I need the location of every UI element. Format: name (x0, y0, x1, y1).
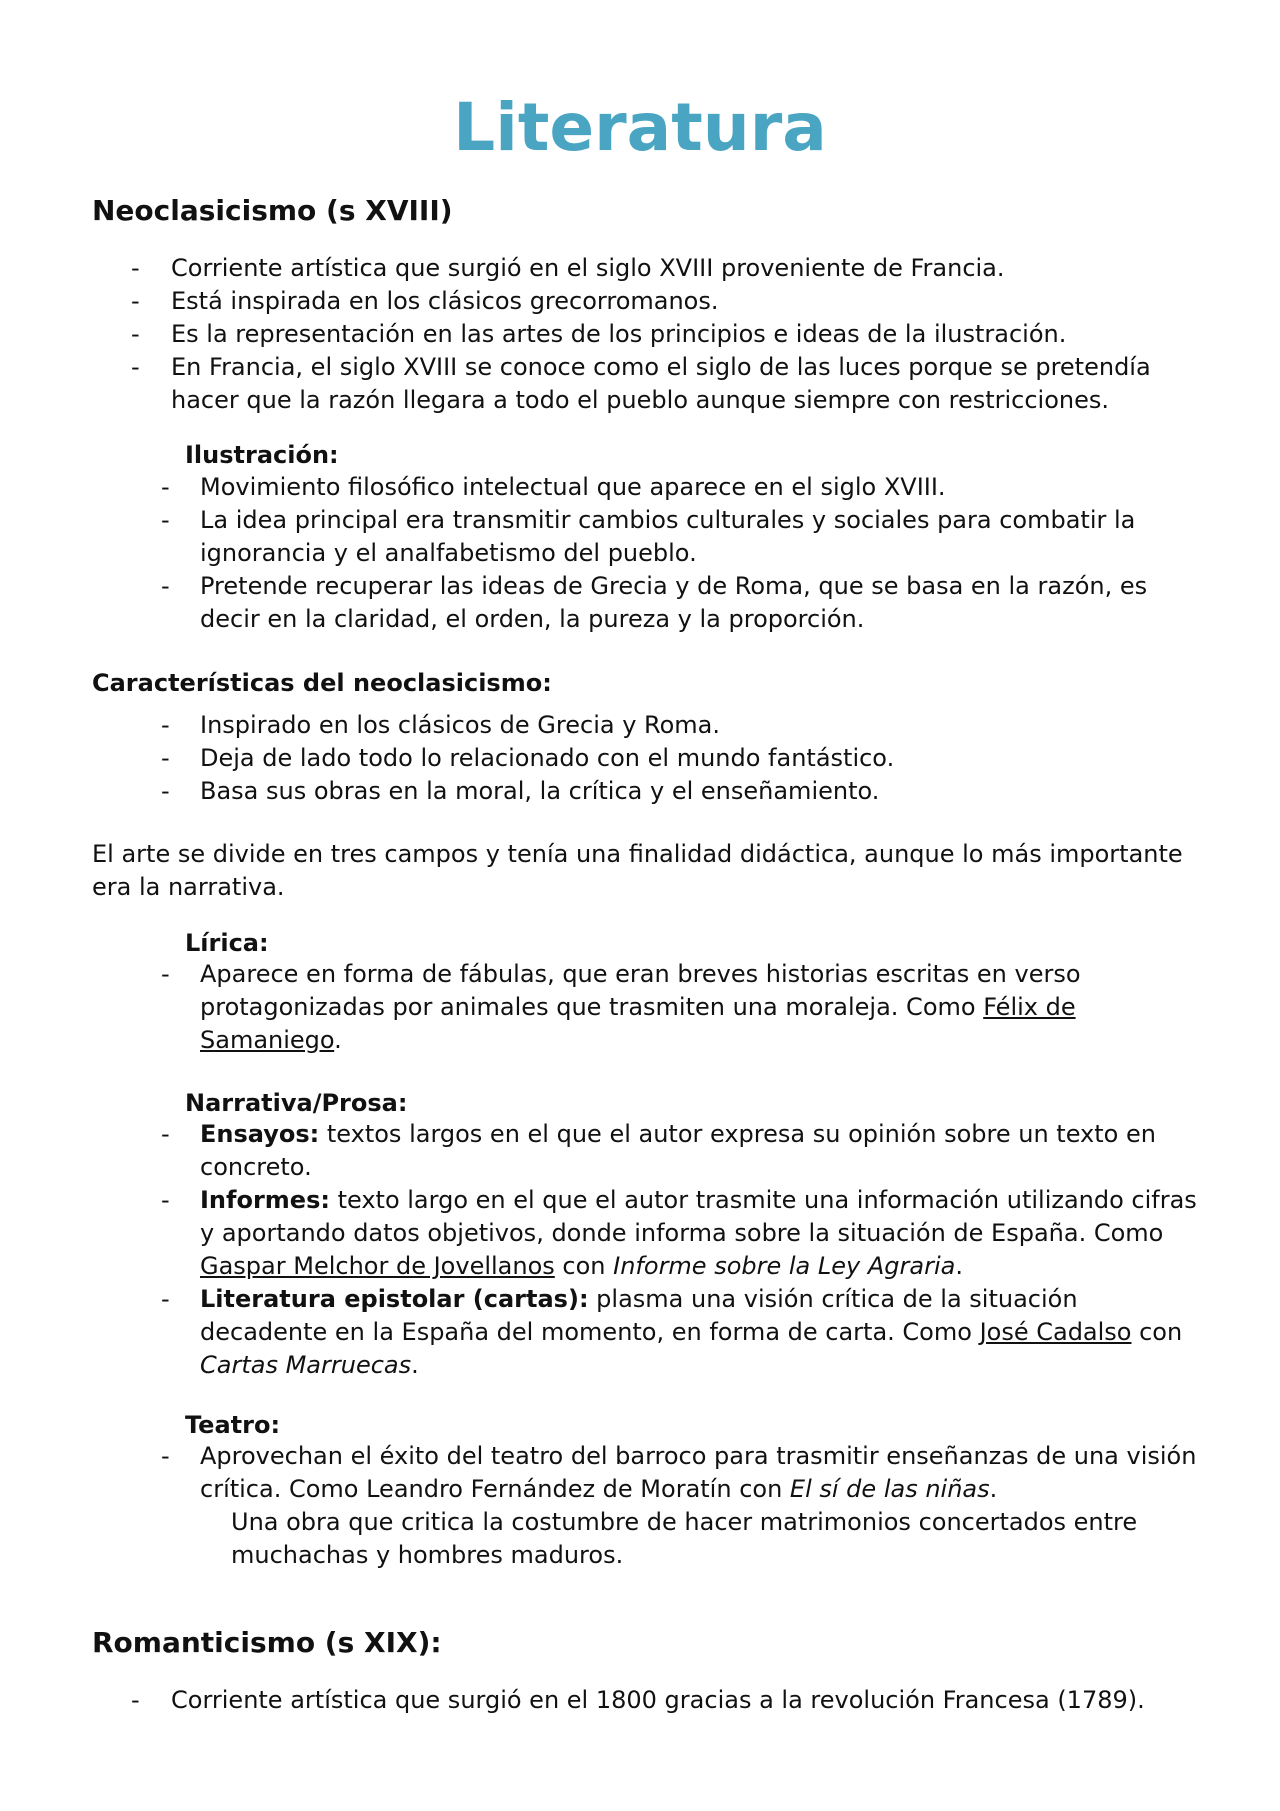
list-item (161, 958, 1206, 1057)
cartas-label: Literatura epistolar (cartas): (200, 1285, 589, 1313)
subheading-caracteristicas: Características del neoclasicismo: (92, 669, 552, 697)
list-item: - Corriente artística que surgió en el siglo XVIII proveniente de Francia. (131, 252, 1206, 285)
list-item: - Es la representación en las artes de los principios e ideas de la ilustración. (131, 318, 1206, 351)
informes-label: Informes: (200, 1186, 330, 1214)
list-item: - En Francia, el siglo XVIII se conoce como el siglo de las luces porque se pretendía hacer que la razón llegara a todo el pueblo aunque siempre con restricciones. (131, 351, 1206, 417)
subheading-ilustracion: Ilustración: (185, 441, 339, 469)
teatro-text: Aprovechan el éxito del teatro del barroco para trasmitir enseñanzas de una visión crítica. Como Leandro Fernández de Moratín con (200, 1442, 1197, 1503)
list-item: - Basa sus obras en la moral, la crítica y el enseñamiento. (161, 775, 1206, 808)
connector: con (554, 1252, 614, 1280)
narrativa-list (161, 1118, 1206, 1382)
author-felix-de-samaniego: Félix de Samaniego (200, 993, 1076, 1054)
punctuation: . (989, 1475, 998, 1503)
list-item (161, 1440, 1206, 1506)
list-item-informes (161, 1184, 1206, 1283)
lirica-list (161, 958, 1206, 1057)
punctuation: . (334, 1026, 342, 1054)
list-item-cartas (161, 1283, 1206, 1382)
list-item: - Inspirado en los clásicos de Grecia y Roma. (161, 709, 1206, 742)
punctuation: . (411, 1351, 419, 1379)
author-jovellanos: Gaspar Melchor de Jovellanos (200, 1252, 555, 1280)
informes-text: texto largo en el que el autor trasmite una información utilizando cifras y aportando datos objetivos, donde informa sobre la situación de España. Como (200, 1186, 1197, 1247)
list-item: - Pretende recuperar las ideas de Grecia y de Roma, que se basa en la razón, es decir en la claridad, el orden, la pureza y la proporción. (161, 570, 1206, 636)
list-item: - La idea principal era transmitir cambios culturales y sociales para combatir la ignorancia y el analfabetismo del pueblo. (161, 504, 1206, 570)
list-item: - Corriente artística que surgió en el 1800 gracias a la revolución Francesa (1789). (131, 1684, 1206, 1717)
ilustracion-list (161, 471, 1206, 636)
romanticismo-list (131, 1684, 1206, 1717)
page-title: Literatura (453, 89, 827, 166)
subheading-teatro: Teatro: (185, 1411, 281, 1439)
cartas-text: plasma una visión crítica de la situación decadente en la España del momento, en forma de carta. Como (200, 1285, 1078, 1346)
punctuation: . (955, 1252, 963, 1280)
teatro-list (161, 1440, 1206, 1506)
caracteristicas-list (161, 709, 1206, 808)
work-el-si-de-las-ninas: El sí de las niñas (789, 1475, 990, 1503)
subheading-lirica: Lírica: (185, 929, 269, 957)
subheading-narrativa: Narrativa/Prosa: (185, 1089, 408, 1117)
author-jose-cadalso: José Cadalso (979, 1318, 1132, 1346)
ensayos-label: Ensayos: (200, 1120, 320, 1148)
ensayos-text: textos largos en el que el autor expresa su opinión sobre un texto en concreto. (200, 1120, 1156, 1181)
neoclasicismo-list (131, 252, 1206, 417)
section-heading-neoclasicismo: Neoclasicismo (s XVIII) (92, 194, 453, 227)
list-item: - Movimiento filosófico intelectual que aparece en el siglo XVIII. (161, 471, 1206, 504)
lirica-text: Aparece en forma de fábulas, que eran breves historias escritas en verso protagonizadas por animales que trasmiten una moraleja. Como (200, 960, 1081, 1021)
list-item: - Está inspirada en los clásicos grecorromanos. (131, 285, 1206, 318)
list-item: - Deja de lado todo lo relacionado con el mundo fantástico. (161, 742, 1206, 775)
section-heading-romanticismo: Romanticismo (s XIX): (92, 1626, 442, 1659)
work-cartas-marruecas: Cartas Marruecas (200, 1351, 412, 1379)
arte-paragraph: El arte se divide en tres campos y tenía una finalidad didáctica, aunque lo más importante era la narrativa. (92, 840, 1183, 901)
list-item-ensayos (161, 1118, 1206, 1184)
work-informe-ley-agraria: Informe sobre la Ley Agraria (613, 1252, 956, 1280)
teatro-note: Una obra que critica la costumbre de hacer matrimonios concertados entre muchachas y hombres maduros. (231, 1508, 1138, 1569)
connector: con (1131, 1318, 1183, 1346)
